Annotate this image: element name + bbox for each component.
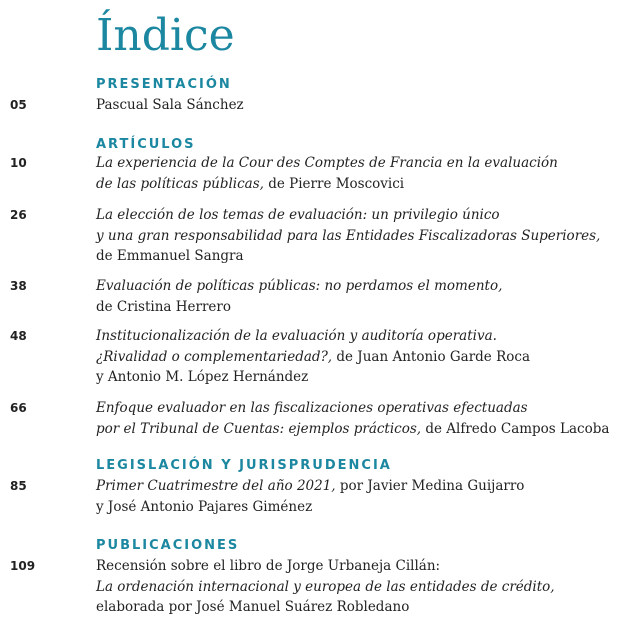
entry-title: Primer Cuatrimestre del año 2021,: [96, 478, 336, 494]
section-heading-articulos: ARTÍCULOS: [96, 137, 196, 152]
entry-title: de las políticas públicas,: [96, 175, 264, 192]
toc-entry[interactable]: [96, 476, 624, 517]
entry-title: ¿Rivalidad o complementariedad?,: [96, 348, 333, 365]
entry-title: por el Tribunal de Cuentas: ejemplos prácticos,: [96, 420, 422, 437]
entry-author: de Juan Antonio Garde Roca: [332, 348, 530, 365]
toc-entry[interactable]: [96, 205, 624, 267]
section-heading-legislacion: LEGISLACIÓN Y JURISPRUDENCIA: [96, 458, 392, 473]
page-number: 10: [10, 156, 27, 170]
toc-entry[interactable]: [96, 326, 624, 388]
entry-author: de Alfredo Campos Lacoba: [421, 420, 610, 437]
toc-entry[interactable]: [96, 556, 624, 618]
page-number: 48: [10, 329, 27, 343]
entry-author: por Javier Medina Guijarro: [335, 478, 525, 494]
page-number: 66: [10, 401, 27, 415]
entry-title: La ordenación internacional y europea de las entidades de crédito,: [96, 578, 555, 595]
entry-title: y una gran responsabilidad para las Entidades Fiscalizadoras Superiores,: [96, 227, 601, 244]
toc-entry[interactable]: [96, 276, 624, 317]
page-title: Índice: [96, 10, 235, 61]
page-number: 05: [10, 98, 27, 112]
page-number: 109: [10, 559, 36, 573]
entry-title: Institucionalización de la evaluación y auditoría operativa.: [96, 328, 497, 344]
entry-author: y Antonio M. López Hernández: [96, 369, 309, 385]
entry-author: y José Antonio Pajares Giménez: [96, 498, 313, 515]
page-number: 85: [10, 479, 27, 493]
entry-title: Evaluación de políticas públicas: no perdamos el momento,: [96, 278, 503, 294]
page-number: 38: [10, 279, 27, 293]
entry-author: Pascual Sala Sánchez: [96, 97, 244, 113]
toc-entry[interactable]: [96, 153, 624, 194]
entry-title: La elección de los temas de evaluación: un privilegio único: [96, 207, 500, 223]
entry-author: de Emmanuel Sangra: [96, 248, 244, 264]
entry-title: La experiencia de la Cour des Comptes de Francia en la evaluación: [96, 155, 558, 171]
entry-author: de Cristina Herrero: [96, 298, 231, 315]
entry-description: Recensión sobre el libro de Jorge Urbaneja Cillán:: [96, 558, 441, 574]
toc-entry[interactable]: [96, 95, 624, 116]
entry-author: elaborada por José Manuel Suárez Robledano: [96, 599, 410, 615]
entry-title: Enfoque evaluador en las fiscalizaciones operativas efectuadas: [96, 400, 528, 416]
page-number: 26: [10, 208, 27, 222]
section-heading-publicaciones: PUBLICACIONES: [96, 538, 240, 553]
section-heading-presentacion: PRESENTACIÓN: [96, 77, 232, 92]
toc-entry[interactable]: [96, 398, 624, 439]
entry-author: de Pierre Moscovici: [263, 175, 405, 192]
